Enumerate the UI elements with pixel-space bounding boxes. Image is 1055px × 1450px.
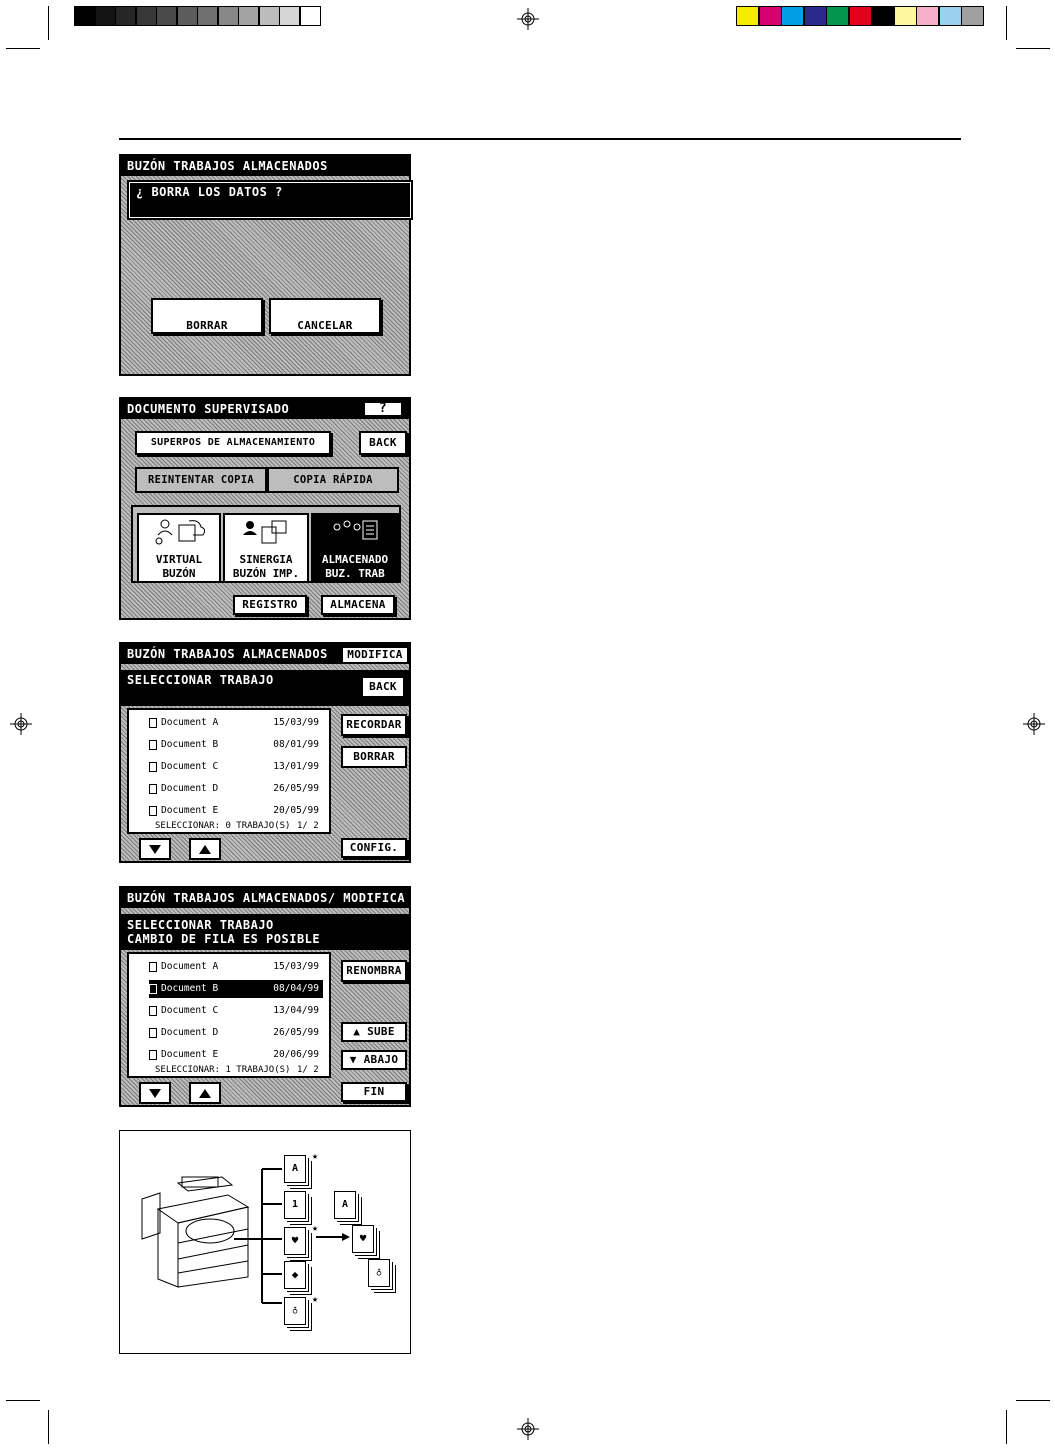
document-name: Document E [161, 1049, 219, 1060]
document-name: Document B [161, 983, 219, 994]
gray-swatch [95, 6, 116, 26]
document-sheet: ♥ [352, 1225, 374, 1253]
printer-icon [149, 1028, 157, 1038]
back-button[interactable]: BACK [361, 676, 405, 698]
back-button[interactable]: BACK [359, 431, 407, 455]
list-item[interactable] [149, 758, 323, 776]
synergy-print-box-icon [236, 517, 296, 549]
color-swatch [916, 6, 939, 26]
document-name: Document A [161, 961, 219, 972]
document-sheet: A [334, 1191, 356, 1219]
document-date: 26/05/99 [273, 783, 319, 794]
document-name: Document E [161, 805, 219, 816]
list-item[interactable] [149, 1024, 323, 1042]
gray-swatch [259, 6, 280, 26]
move-down-button[interactable] [341, 1050, 407, 1070]
list-item[interactable] [149, 802, 323, 820]
document-sheet: ♥ [284, 1227, 306, 1255]
subtitle-line1: SELECCIONAR TRABAJO [127, 918, 274, 932]
document-icon [149, 762, 157, 772]
registration-mark-icon [1023, 713, 1045, 735]
document-name: Document D [161, 783, 219, 794]
document-date: 13/01/99 [273, 761, 319, 772]
crop-mark [6, 1400, 40, 1401]
document-date: 20/06/99 [273, 1049, 319, 1060]
mode-label-line2: BUZÓN IMP. [232, 567, 300, 580]
storage-overlay-button[interactable]: SUPERPOS DE ALMACENAMIENTO [135, 431, 331, 455]
document-name: Document B [161, 739, 219, 750]
arrow-up-icon: ▲ [353, 1025, 361, 1038]
registration-mark-icon [517, 1418, 539, 1440]
printer-icon [149, 784, 157, 794]
end-button[interactable]: FIN [341, 1082, 407, 1102]
gray-swatch [136, 6, 157, 26]
list-item[interactable] [149, 780, 323, 798]
gray-swatch [300, 6, 321, 26]
tab-retry-copy[interactable]: REINTENTAR COPIA [135, 467, 267, 493]
star-icon: ★ [312, 1294, 319, 1305]
document-name: Document C [161, 1005, 219, 1016]
document-date: 08/01/99 [273, 739, 319, 750]
document-date: 13/04/99 [273, 1005, 319, 1016]
gray-swatch [197, 6, 218, 26]
document-sheet: ♁ [368, 1259, 390, 1287]
panel-title: BUZÓN TRABAJOS ALMACENADOS [121, 644, 409, 664]
color-swatch [781, 6, 804, 26]
list-item[interactable] [149, 736, 323, 754]
job-storage-icon [325, 517, 385, 549]
document-sheet: A [284, 1155, 306, 1183]
modify-order-panel [119, 886, 411, 1107]
document-supervised-panel [119, 397, 411, 620]
document-sheet: 1 [284, 1191, 306, 1219]
page-indicator: 1/ 2 [297, 821, 319, 831]
color-swatch [871, 6, 894, 26]
document-date: 26/05/99 [273, 1027, 319, 1038]
color-swatch [939, 6, 962, 26]
list-item[interactable] [149, 958, 323, 976]
arrow-up-icon [191, 1084, 219, 1102]
panel-subtitle [121, 914, 409, 950]
register-button[interactable]: REGISTRO [233, 595, 307, 615]
color-swatch [736, 6, 759, 26]
mode-label-line2: BUZÓN [162, 567, 196, 580]
list-item[interactable] [149, 714, 323, 732]
gray-swatch [218, 6, 239, 26]
cancel-button[interactable]: CANCELAR [269, 298, 381, 334]
crop-mark [1016, 48, 1050, 49]
mode-label-line1: SINERGIA [239, 553, 293, 566]
gray-swatch [177, 6, 198, 26]
job-list [127, 952, 331, 1078]
printer-icon [149, 1050, 157, 1060]
document-icon [149, 962, 157, 972]
arrow-down-icon: ▼ [349, 1053, 357, 1066]
header-rule [119, 138, 961, 140]
gray-swatch [74, 6, 95, 26]
document-date: 15/03/99 [273, 961, 319, 972]
document-date: 08/04/99 [273, 983, 319, 994]
gray-swatch [238, 6, 259, 26]
rename-button[interactable]: RENOMBRA [341, 960, 407, 982]
tab-quick-copy[interactable]: COPIA RÁPIDA [267, 467, 399, 493]
mode-job-storage[interactable] [311, 513, 399, 583]
star-icon: ★ [312, 1223, 319, 1234]
delete-confirm-panel [119, 154, 411, 376]
delete-button[interactable]: BORRAR [341, 746, 407, 768]
output-order-illustration [119, 1130, 411, 1354]
color-swatch [894, 6, 917, 26]
selection-count: SELECCIONAR: 1 TRABAJO(S) [155, 1065, 291, 1075]
document-date: 20/05/99 [273, 805, 319, 816]
document-sheet: ◆ [284, 1261, 306, 1289]
move-down-label: ABAJO [363, 1053, 399, 1066]
job-list [127, 708, 331, 834]
config-button[interactable]: CONFIG. [341, 838, 407, 858]
store-button[interactable]: ALMACENA [321, 595, 395, 615]
selection-count: SELECCIONAR: 0 TRABAJO(S) [155, 821, 291, 831]
mode-label-line1: VIRTUAL [155, 553, 203, 566]
move-up-label: SUBE [367, 1025, 395, 1038]
gray-swatch [279, 6, 300, 26]
color-swatch [961, 6, 984, 26]
arrow-down-icon [141, 840, 169, 858]
mode-virtual-mailbox[interactable] [137, 513, 221, 583]
document-icon [149, 984, 157, 994]
help-button[interactable]: ? [363, 401, 403, 417]
document-name: Document D [161, 1027, 219, 1038]
crop-mark [1006, 6, 1007, 40]
panel-title: BUZÓN TRABAJOS ALMACENADOS [121, 156, 409, 176]
mode-synergy-print-box[interactable] [223, 513, 309, 583]
select-job-panel [119, 642, 411, 863]
crop-mark [1006, 1410, 1007, 1444]
document-name: Document C [161, 761, 219, 772]
recall-button[interactable]: RECORDAR [341, 714, 407, 736]
gray-swatch [115, 6, 136, 26]
star-icon: ★ [312, 1151, 319, 1162]
document-name: Document A [161, 717, 219, 728]
arrow-down-icon [141, 1084, 169, 1102]
crop-mark [6, 48, 40, 49]
document-icon [149, 740, 157, 750]
color-swatch [826, 6, 849, 26]
scroll-down-button[interactable] [139, 1082, 171, 1104]
mode-label-line2: BUZ. TRAB [325, 567, 385, 580]
document-icon [149, 1006, 157, 1016]
crop-mark [48, 1410, 49, 1444]
panel-title: DOCUMENTO SUPERVISADO [121, 399, 409, 419]
color-swatch [849, 6, 872, 26]
mode-label-line1: ALMACENADO [321, 553, 389, 566]
panel-subtitle: SELECCIONAR TRABAJO [121, 670, 409, 706]
color-swatch [804, 6, 827, 26]
list-item[interactable] [149, 1002, 323, 1020]
document-sheet: ♁ [284, 1297, 306, 1325]
scroll-up-button[interactable] [189, 838, 221, 860]
arrow-up-icon [191, 840, 219, 858]
move-up-button[interactable] [341, 1022, 407, 1042]
confirm-message: ¿ BORRA LOS DATOS ? [129, 182, 411, 218]
subtitle-line2: CAMBIO DE FILA ES POSIBLE [127, 932, 321, 946]
scroll-up-button[interactable] [189, 1082, 221, 1104]
scroll-down-button[interactable] [139, 838, 171, 860]
document-icon [149, 718, 157, 728]
printer-icon [149, 806, 157, 816]
crop-mark [48, 6, 49, 40]
delete-button[interactable]: BORRAR [151, 298, 263, 334]
registration-mark-icon [10, 713, 32, 735]
gray-swatch [156, 6, 177, 26]
document-date: 15/03/99 [273, 717, 319, 728]
color-swatch [759, 6, 782, 26]
modify-button[interactable]: MODIFICA [341, 646, 409, 664]
page-indicator: 1/ 2 [297, 1065, 319, 1075]
crop-mark [1016, 1400, 1050, 1401]
virtual-mailbox-icon [149, 517, 209, 549]
registration-mark-icon [517, 8, 539, 30]
list-item-selected[interactable] [149, 980, 323, 998]
panel-title: BUZÓN TRABAJOS ALMACENADOS/ MODIFICA [121, 888, 409, 908]
list-item[interactable] [149, 1046, 323, 1064]
